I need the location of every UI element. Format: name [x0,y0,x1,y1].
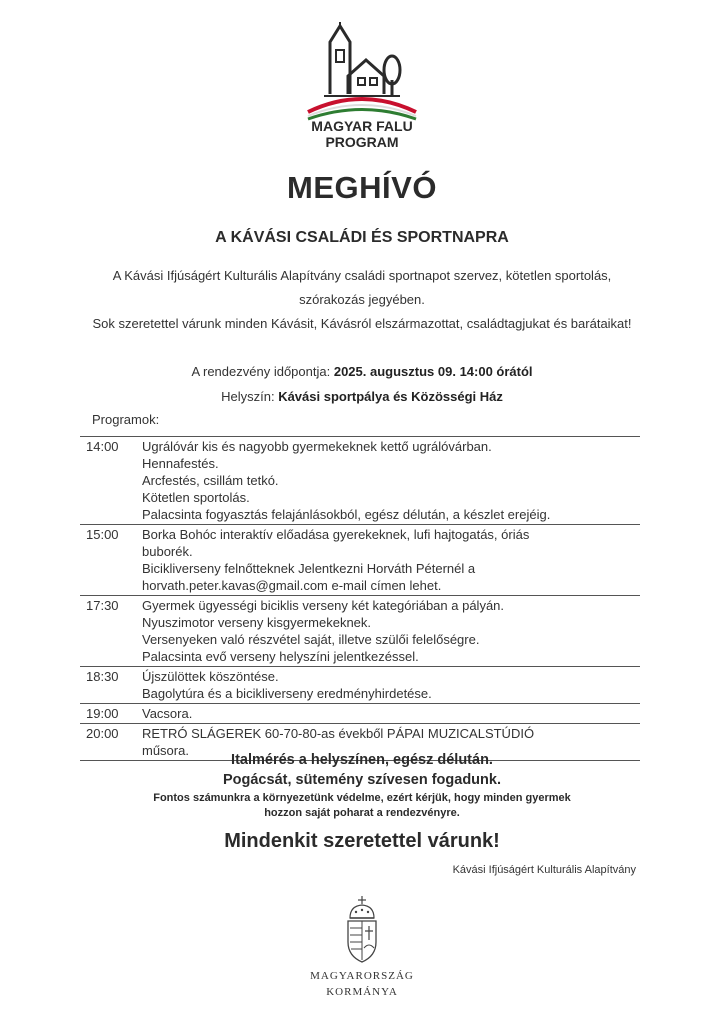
schedule-item: Palacsinta fogyasztás felajánlásokból, egész délután, a készlet erejéig. [142,507,551,522]
intro-paragraph-1: A Kávási Ifjúságért Kulturális Alapítvány családi sportnapot szervez, kötetlen sportolás, szórakozás jegyében. [112,268,612,307]
schedule-item: Kötetlen sportolás. [142,490,250,505]
schedule-item: Borka Bohóc interaktív előadása gyerekeknek, lufi hajtogatás, óriás [142,527,530,542]
logo-line-1: MAGYAR FALU [311,118,413,134]
event-date [0,364,724,379]
schedule-item: RETRÓ SLÁGEREK 60-70-80-as évekből PÁPAI MUZICALSTÚDIÓ [142,726,535,741]
schedule-item: Hennafestés. [142,456,219,471]
schedule-items [142,438,640,523]
government-line-2: KORMÁNYA [326,986,398,998]
footer-line-4: hozzon saját poharat a rendezvényre. [264,807,460,819]
page-subtitle: A KÁVÁSI CSALÁDI ÉS SPORTNAPRA [215,229,509,246]
date-label: A rendezvény időpontja: [191,364,331,379]
schedule-item: Újszülöttek köszöntése. [142,669,279,684]
schedule-item: Ugrálóvár kis és nagyobb gyermekeknek kettő ugrálóvárban. [142,439,492,454]
schedule-items [142,705,640,722]
schedule-time: 19:00 [86,706,119,721]
schedule-items [142,526,640,594]
schedule-item: buborék. [142,544,193,559]
schedule-item: Bicikliverseny felnőtteknek Jelentkezni Horváth Péternél a [142,561,476,576]
schedule-time: 17:30 [86,598,119,613]
footer-line-3: Fontos számunkra a környezetünk védelme, ezért kérjük, hogy minden gyermek [153,792,571,804]
place-label: Helyszín: [221,389,275,404]
programs-label: Programok: [92,412,160,427]
logo-line-2: PROGRAM [325,134,399,150]
schedule-time: 15:00 [86,527,119,542]
event-place [0,389,724,404]
date-value: 2025. augusztus 09. 14:00 órától [333,364,533,379]
welcome-message: Mindenkit szeretettel várunk! [224,830,500,852]
program-schedule [80,436,640,761]
page-title: MEGHÍVÓ [287,170,437,205]
schedule-row [80,704,640,724]
schedule-row [80,437,640,525]
footer-line-2: Pogácsát, sütemény szívesen fogadunk. [222,772,501,788]
schedule-item: Gyermek ügyességi biciklis verseny két kategóriában a pályán. [142,598,505,613]
schedule-time: 20:00 [86,726,119,741]
schedule-row [80,667,640,704]
hungarian-coat-of-arms-icon [342,896,382,964]
schedule-time: 18:30 [86,669,119,684]
schedule-item: Nyuszimotor verseny kisgyermekeknek. [142,615,372,630]
schedule-row [80,596,640,667]
government-line-1: MAGYARORSZÁG [310,970,414,982]
schedule-item: horvath.peter.kavas@gmail.com e-mail címen lehet. [142,578,442,593]
footer-line-1: Italmérés a helyszínen, egész délután. [231,752,493,768]
schedule-time: 14:00 [86,439,119,454]
schedule-item: Vacsora. [142,706,193,721]
schedule-items [142,597,640,665]
schedule-item: műsora. [142,743,189,758]
schedule-row [80,525,640,596]
schedule-item: Bagolytúra és a bicikliverseny eredményhirdetése. [142,686,432,701]
schedule-item: Arcfestés, csillám tetkó. [142,473,279,488]
schedule-items [142,668,640,702]
signature: Kávási Ifjúságért Kulturális Alapítvány [452,864,636,876]
intro-paragraph-2: Sok szeretettel várunk minden Kávásit, Kávásról elszármazottat, családtagjukat és barátaikat! [92,316,632,331]
place-value: Kávási sportpálya és Közösségi Ház [278,389,503,404]
schedule-item: Palacsinta evő verseny helyszíni jelentkezéssel. [142,649,419,664]
schedule-item: Versenyeken való részvétel saját, illetve szülői felelőségre. [142,632,480,647]
